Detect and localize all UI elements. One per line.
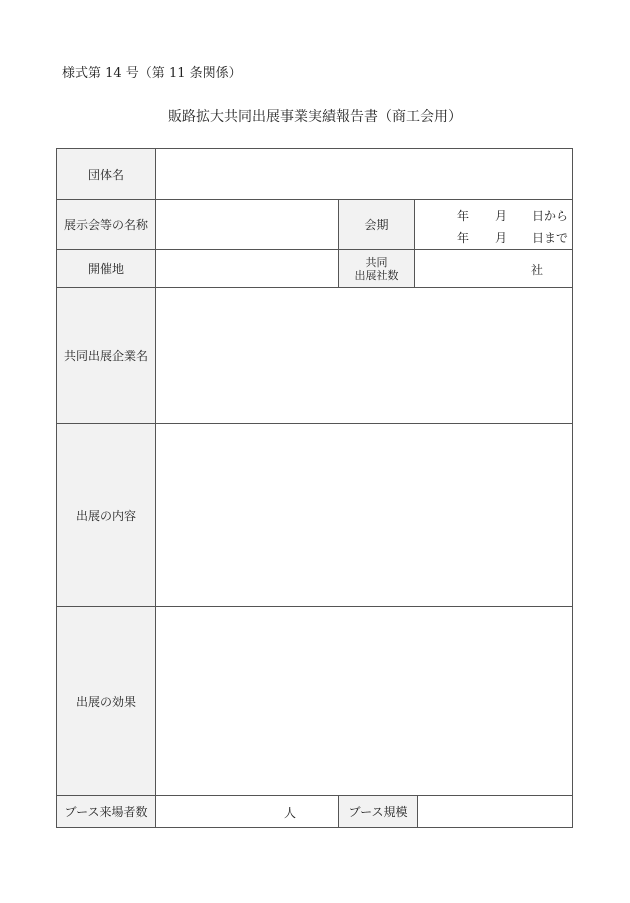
joint-count-unit: 社 [531,263,544,277]
org-name-field[interactable] [155,148,573,200]
period-label: 会期 [338,199,415,250]
exhibition-name-field[interactable] [155,199,339,250]
companies-label: 共同出展企業名 [56,287,156,424]
joint-count-label-line1: 共同 [365,255,388,269]
visitors-field[interactable] [155,795,339,828]
effect-label: 出展の効果 [56,606,156,796]
visitors-unit: 人 [284,806,297,820]
venue-field[interactable] [155,249,339,288]
content-label: 出展の内容 [56,423,156,607]
period-field[interactable] [414,199,573,250]
document-title: 販路拡大共同出展事業実績報告書（商工会用） [168,109,462,125]
period-start-month: 月 [495,209,508,223]
content-field[interactable] [155,423,573,607]
period-end-month: 月 [495,231,508,245]
visitors-label: ブース来場者数 [56,795,156,828]
period-start-year: 年 [457,209,470,223]
joint-count-label-line2: 出展社数 [354,268,399,282]
booth-size-field[interactable] [417,795,573,828]
org-name-label: 団体名 [56,148,156,200]
venue-label: 開催地 [56,249,156,288]
period-end-year: 年 [457,231,470,245]
booth-size-label: ブース規模 [338,795,418,828]
period-start-day: 日から [532,209,569,223]
joint-count-field[interactable] [414,249,573,288]
companies-field[interactable] [155,287,573,424]
form-number: 様式第 14 号（第 11 条関係） [62,66,242,81]
joint-count-label [338,249,415,288]
exhibition-name-label: 展示会等の名称 [56,199,156,250]
effect-field[interactable] [155,606,573,796]
period-end-day: 日まで [532,231,569,245]
